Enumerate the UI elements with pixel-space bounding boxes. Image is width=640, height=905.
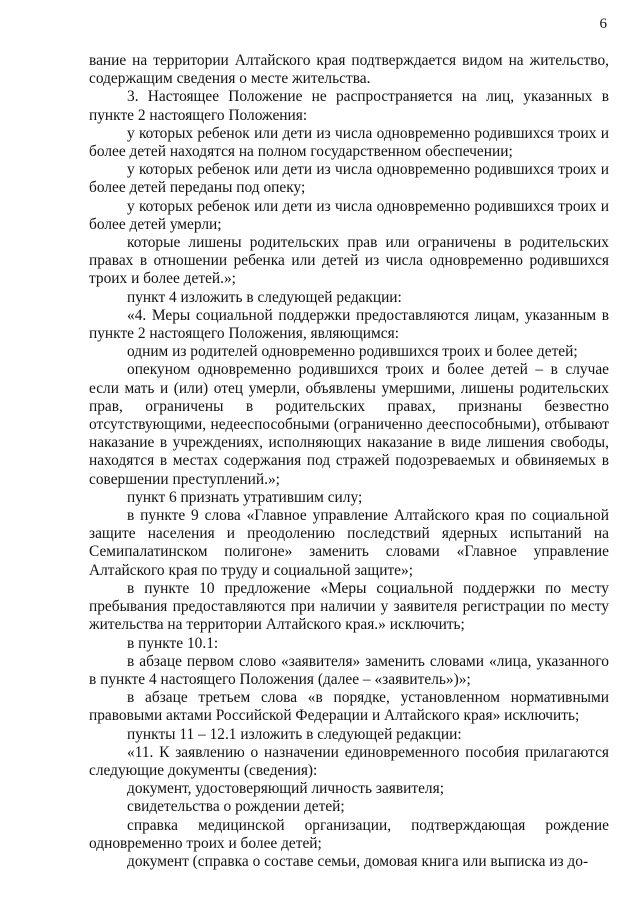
paragraph: у которых ребенок или дети из числа одновременно родившихся троих и более детей умерли; (89, 197, 609, 233)
paragraph: опекуном одновременно родившихся троих и более детей – в случае если мать и (или) отец умерли, объявлены умершими, лишены родительских прав, ограничены в родительских правах, признаны безвестно отсутствующими, недееспособными (ограниченно дееспособными), отбывают наказание в учреждениях, исполняющих наказание в виде лишения свободы, находятся в местах содержания под стражей подозреваемых и обвиняемых в совершении преступлений.»; (89, 361, 609, 488)
paragraph: справка медицинской организации, подтверждающая рождение одновременно троих и более детей; (89, 816, 609, 852)
paragraph: документ, удостоверяющий личность заявителя; (127, 780, 444, 798)
paragraph: в пункте 9 слова «Главное управление Алтайского края по социальной защите населения и преодолению последствий ядерных испытаний на Семипалатинском полигоне» заменить словами «Главное управление Алтайского края по труду и социальной защите»; (89, 507, 609, 579)
paragraph: «11. К заявлению о назначении единовременного пособия прилагаются следующие документы (сведения): (89, 743, 609, 779)
paragraph: документ (справка о составе семьи, домовая книга или выписка из до- (127, 852, 589, 870)
paragraph: пункт 4 изложить в следующей редакции: (127, 288, 402, 306)
document-body (89, 52, 609, 871)
paragraph: вание на территории Алтайского края подтверждается видом на жительство, содержащим сведения о месте жительства. (89, 52, 609, 88)
paragraph: которые лишены родительских прав или ограничены в родительских правах в отношении ребенка или детей из числа одновременно родившихся троих и более детей.»; (89, 234, 609, 288)
paragraph: 3. Настоящее Положение не распространяется на лиц, указанных в пункте 2 настоящего Положения: (89, 88, 609, 124)
paragraph: пункты 11 – 12.1 изложить в следующей редакции: (127, 725, 462, 743)
paragraph: у которых ребенок или дети из числа одновременно родившихся троих и более детей находятся на полном государственном обеспечении; (89, 124, 609, 161)
paragraph: у которых ребенок или дети из числа одновременно родившихся троих и более детей переданы под опеку; (89, 161, 609, 197)
paragraph: в абзаце третьем слова «в порядке, установленном нормативными правовыми актами Российской Федерации и Алтайского края» исключить; (89, 689, 609, 725)
paragraph: одним из родителей одновременно родившихся троих и более детей; (127, 343, 578, 361)
paragraph: «4. Меры социальной поддержки предоставляются лицам, указанным в пункте 2 настоящего Положения, являющимся: (89, 306, 609, 343)
paragraph: в абзаце первом слово «заявителя» заменить словами «лица, указанного в пункте 4 настоящего Положения (далее – «заявитель»)»; (89, 652, 609, 688)
page-number: 6 (599, 16, 607, 32)
paragraph: в пункте 10 предложение «Меры социальной поддержки по месту пребывания предоставляются при наличии у заявителя регистрации по месту жительства на территории Алтайского края.» исключить; (89, 579, 609, 634)
paragraph: в пункте 10.1: (127, 634, 219, 652)
paragraph: свидетельства о рождении детей; (127, 798, 345, 816)
paragraph: пункт 6 признать утратившим силу; (127, 488, 363, 506)
